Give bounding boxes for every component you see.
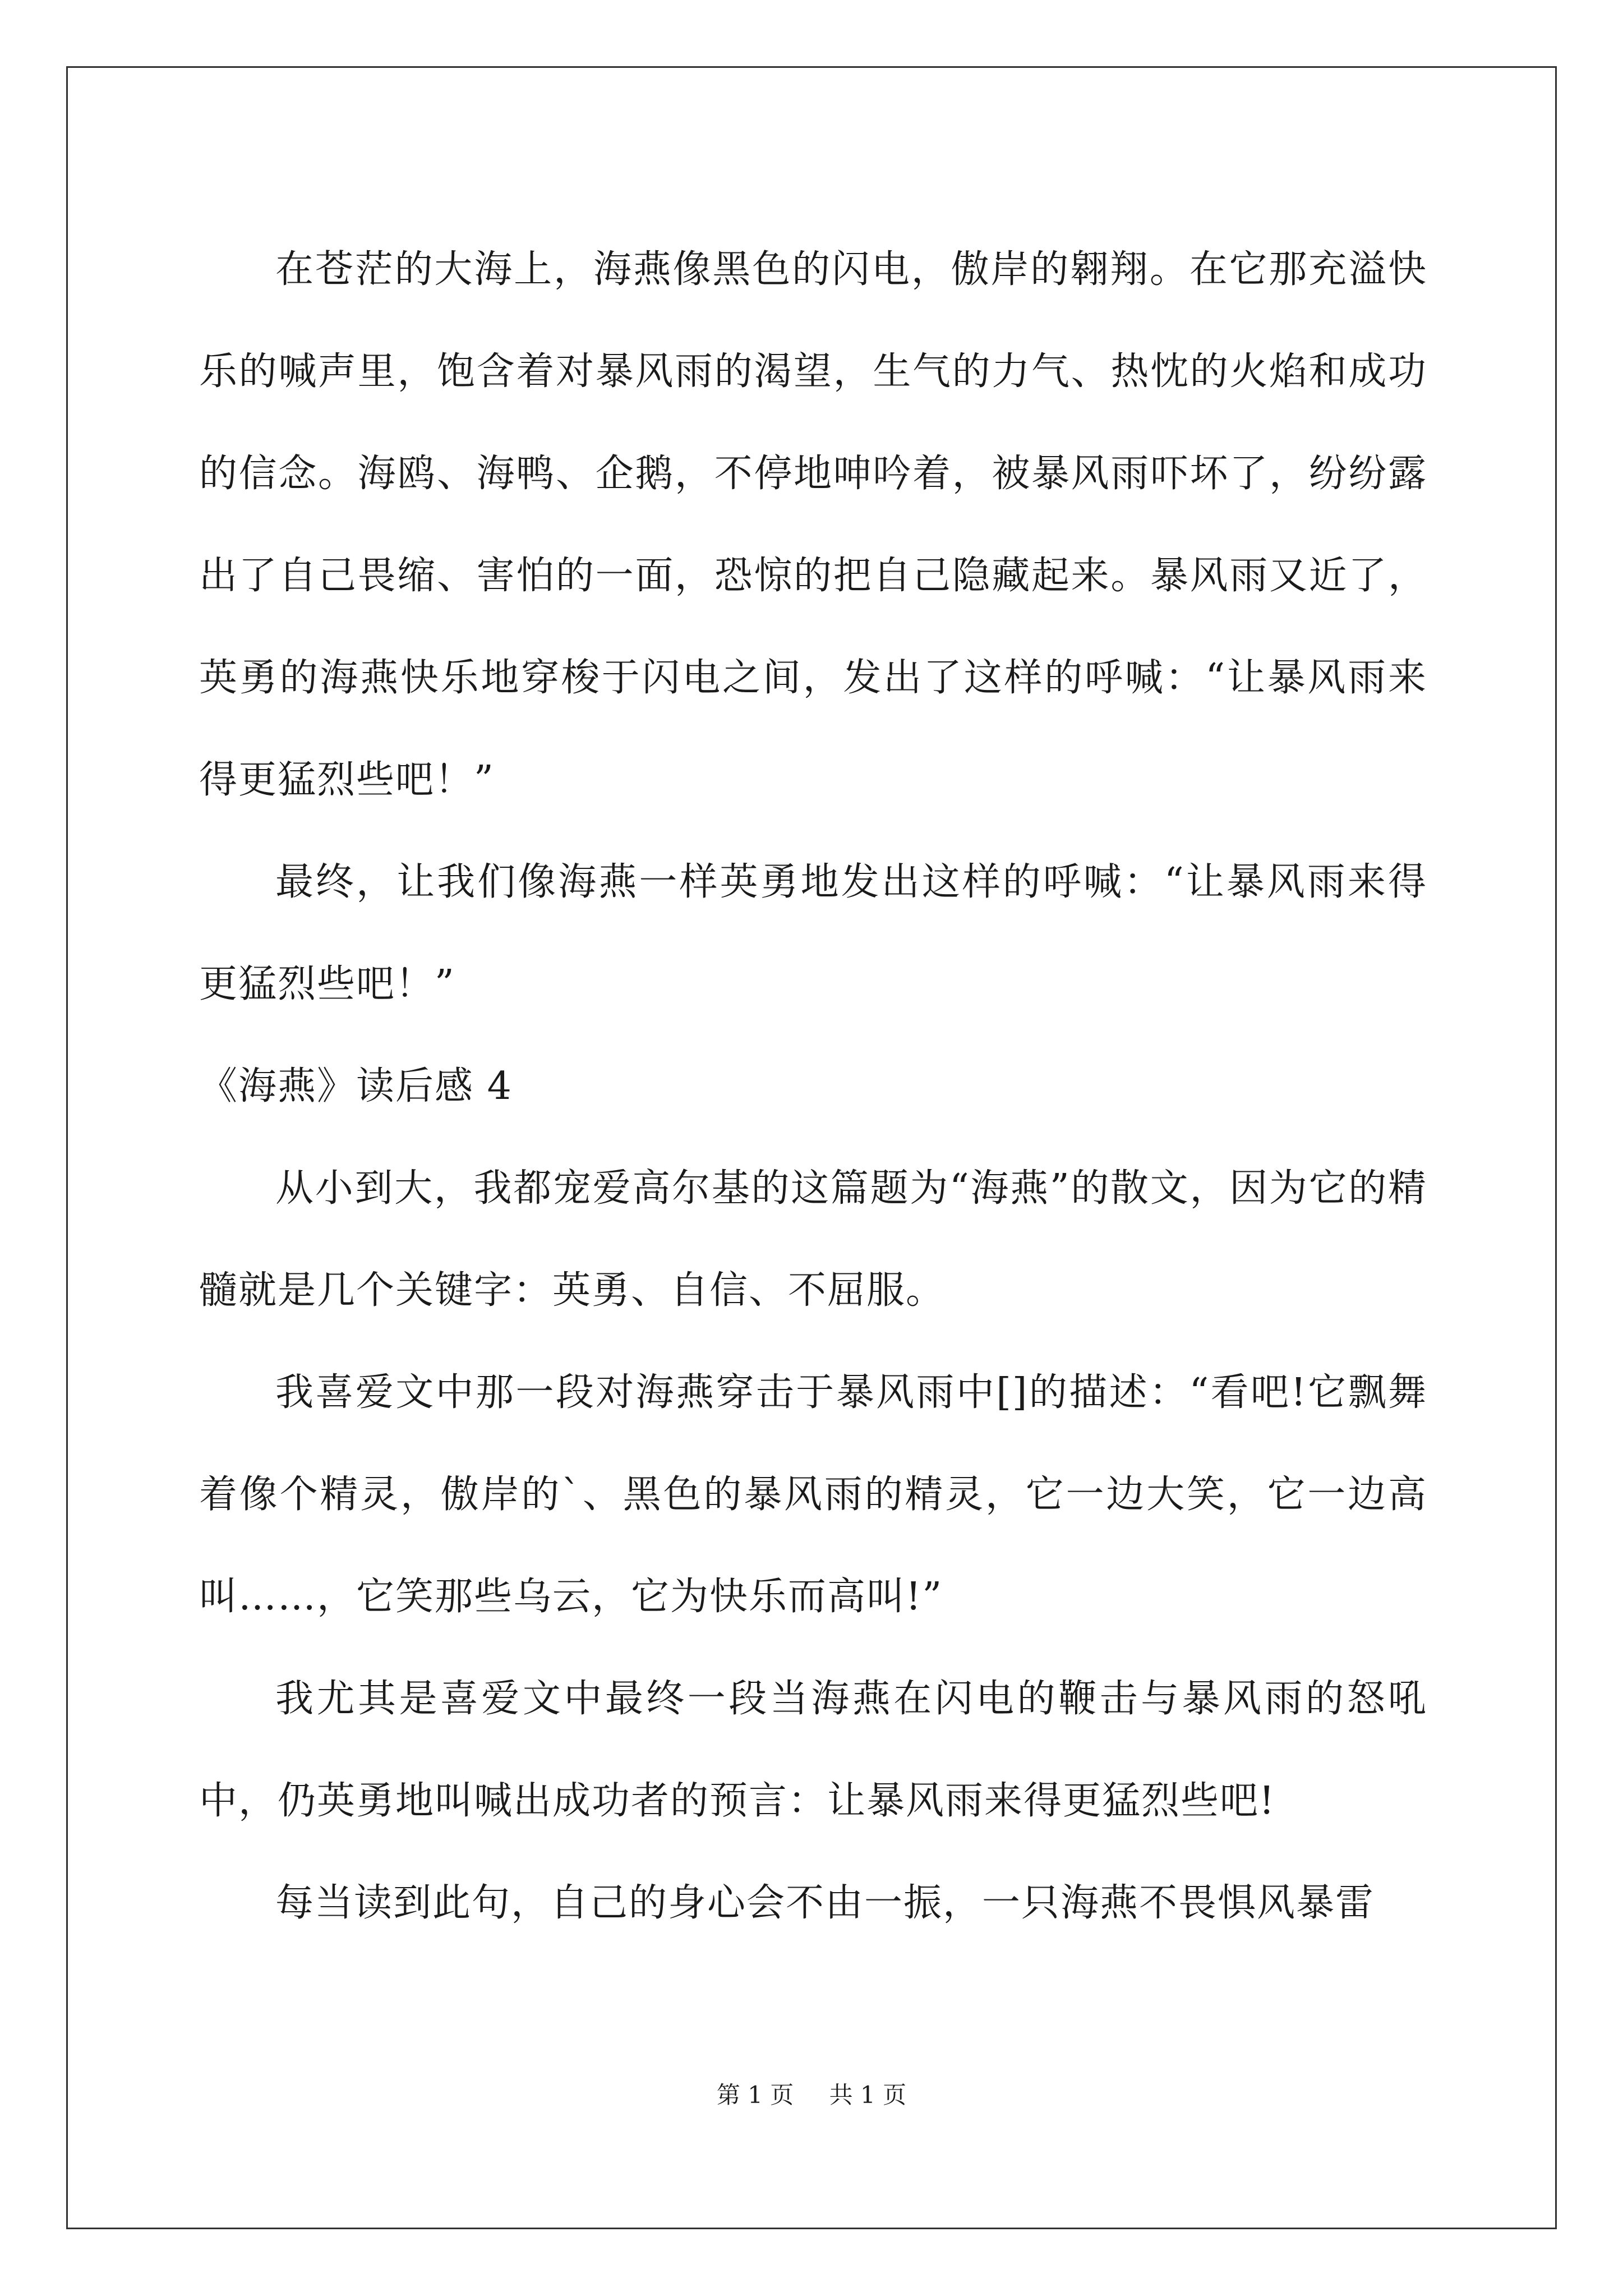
page-total: 共 1 页 <box>829 2081 907 2109</box>
paragraph-2: 最终，让我们像海燕一样英勇地发出这样的呼喊：“让暴风雨来得更猛烈些吧！” <box>199 860 1427 1006</box>
page-footer <box>0 2078 1623 2112</box>
page-number: 第 1 页 <box>716 2081 794 2109</box>
section-heading: 《海燕》读后感 4 <box>199 1064 513 1108</box>
paragraph-4: 我喜爱文中那一段对海燕穿击于暴风雨中[]的描述：“看吧!它飘舞着像个精灵，傲岸的`、黑色的暴风雨的精灵，它一边大笑，它一边高叫……，它笑那些乌云，它为快乐而高叫!” <box>199 1370 1427 1619</box>
document-body <box>199 219 1427 1954</box>
paragraph-3: 从小到大，我都宠爱高尔基的这篇题为“海燕”的散文，因为它的精髓就是几个关键字：英勇、自信、不屈服。 <box>199 1166 1427 1313</box>
paragraph-1: 在苍茫的大海上，海燕像黑色的闪电，傲岸的翱翔。在它那充溢快乐的喊声里，饱含着对暴风雨的渴望，生气的力气、热忱的火焰和成功的信念。海鸥、海鸭、企鹅，不停地呻吟着，被暴风雨吓坏了，纷纷露出了自己畏缩、害怕的一面，恐惊的把自己隐藏起来。暴风雨又近了，英勇的海燕快乐地穿梭于闪电之间，发出了这样的呼喊：“让暴风雨来得更猛烈些吧！” <box>199 247 1427 802</box>
paragraph-6: 每当读到此句，自己的身心会不由一振，一只海燕不畏惧风暴雷 <box>275 1881 1375 1925</box>
paragraph-5: 我尤其是喜爱文中最终一段当海燕在闪电的鞭击与暴风雨的怒吼中，仍英勇地叫喊出成功者的预言：让暴风雨来得更猛烈些吧! <box>199 1677 1427 1823</box>
